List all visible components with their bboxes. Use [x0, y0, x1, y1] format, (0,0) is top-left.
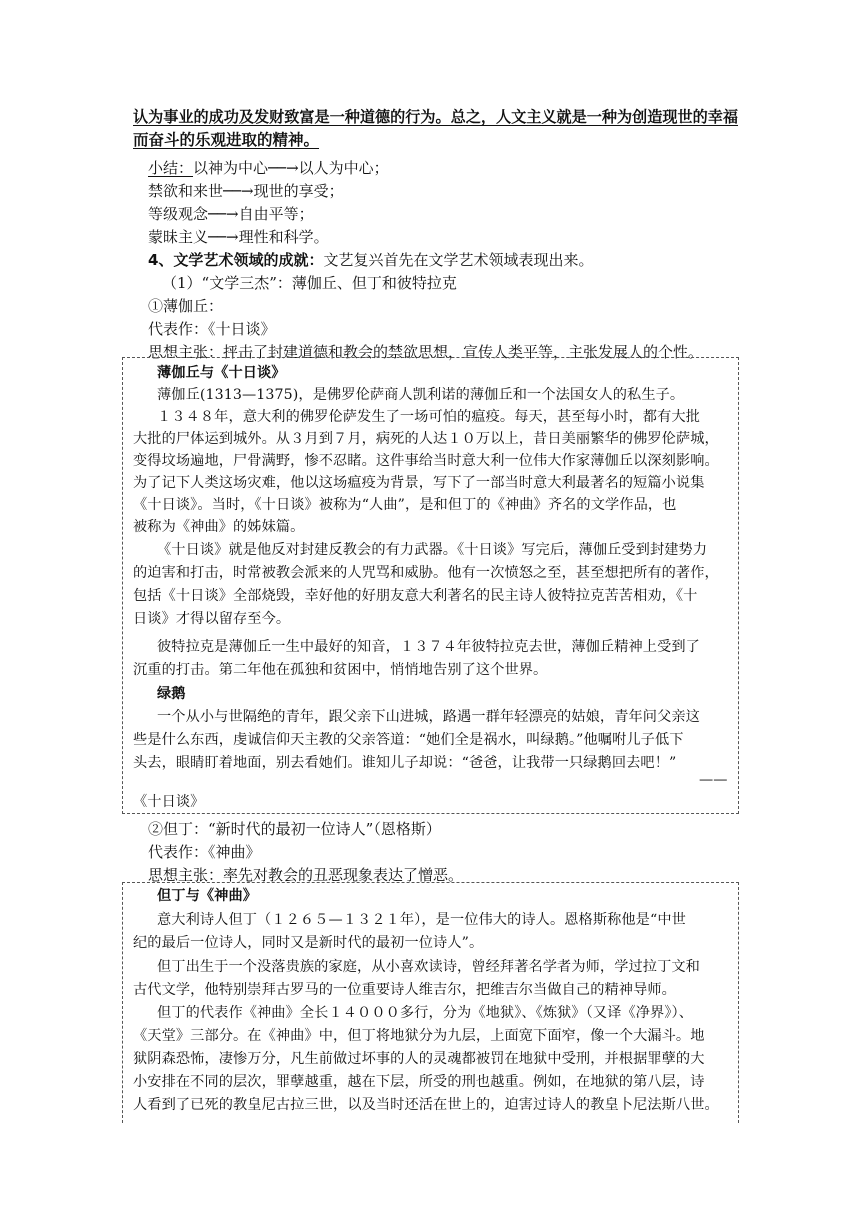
dante-idea: 思想主张：率先对教会的丑恶现象表达了憎恶。	[148, 866, 464, 884]
box1-line-5: 《十日谈》。当时，《十日谈》被称为“人曲”，是和但丁的《神曲》齐名的文学作品，也	[133, 497, 677, 513]
boccaccio-work: 代表作：《十日谈》	[148, 320, 276, 338]
box1-line-10: 日谈》才得以留存至今。	[133, 611, 291, 627]
section4-sub1: （1）“文学三杰”：薄伽丘、但丁和彼特拉克	[162, 274, 457, 292]
section4-heading-rest: 文艺复兴首先在文学艺术领域表现出来。	[323, 251, 594, 269]
box1-dash: ——	[699, 772, 728, 788]
dante-name: ②但丁：“新时代的最初一位诗人”（恩格斯）	[148, 820, 441, 838]
box2-line-7: 小安排在不同的层次，罪孽越重，越在下层，所受的刑也越重。例如，在地狱的第八层，诗	[133, 1074, 705, 1090]
box1-story-line-0: 一个从小与世隔绝的青年，跟父亲下山进城，路遇一群年轻漂亮的姑娘，青年问父亲这	[157, 709, 700, 725]
box1-line-11: 彼特拉克是薄伽丘一生中最好的知音，１３７４年彼特拉克去世，薄伽丘精神上受到了	[157, 639, 700, 655]
box2-line-8: 人看到了已死的教皇尼古拉三世，以及当时还活在世上的，迫害过诗人的教皇卜尼法斯八世。	[133, 1097, 719, 1113]
section4-heading: 4、文学艺术领域的成就：	[148, 251, 324, 269]
box1-story-line-2: 头去，眼睛盯着地面，别去看她们。谁知儿子却说：“爸爸，让我带一只绿鹅回去吧！”	[133, 755, 677, 771]
box1-line-1: １３４８年，意大利的佛罗伦萨发生了一场可怕的瘟疫。每天，甚至每小时，都有大批	[157, 409, 700, 425]
summary-item-3: 等级观念──→自由平等；	[148, 205, 314, 223]
box2-line-4: 但丁的代表作《神曲》全长１４０００多行，分为《地狱》、《炼狱》（又译《净界》）、	[157, 1005, 694, 1021]
box1-story-title: 绿鹅	[157, 686, 186, 702]
box1-line-9: 包括《十日谈》全部烧毁，幸好他的好朋友意大利著名的民主诗人彼特拉克苦苦相劝，《十	[133, 588, 698, 604]
box1-line-6: 被称为《神曲》的姊妹篇。	[133, 519, 305, 535]
box1-title: 薄伽丘与《十日谈》	[157, 365, 286, 381]
boccaccio-name: ①薄伽丘：	[148, 297, 224, 315]
summary-line-1	[148, 158, 389, 178]
box1-line-8: 的迫害和打击，时常被教会派来的人咒骂和威胁。他有一次愤怒之至，甚至想把所有的著作，	[133, 565, 719, 581]
summary-item-2: 禁欲和来世──→现世的享受；	[148, 182, 344, 200]
box1-line-12: 沉重的打击。第二年他在孤独和贫困中，悄悄地告别了这个世界。	[133, 662, 548, 678]
box2-title: 但丁与《神曲》	[157, 888, 258, 904]
intro-line-2: 而奋斗的乐观进取的精神。	[133, 131, 320, 149]
box1-story-line-1: 些是什么东西，虔诚信仰天主教的父亲答道：“她们全是祸水，叫绿鹅。”他嘱咐儿子低下	[133, 732, 684, 748]
summary-item-4: 蒙昧主义──→理性和科学。	[148, 228, 329, 246]
summary-item-1: 以神为中心──→以人为中心；	[193, 159, 389, 177]
box2-line-2: 但丁出生于一个没落贵族的家庭，从小喜欢读诗，曾经拜著名学者为师，学过拉丁文和	[157, 959, 700, 975]
box2-line-5: 《天堂》三部分。在《神曲》中，但丁将地狱分为九层，上面宽下面窄，像一个大漏斗。地	[133, 1028, 705, 1044]
box1-line-3: 变得坟场遍地，尸骨满野，惨不忍睹。这件事给当时意大利一位伟大作家薄伽丘以深刻影响。	[133, 453, 719, 469]
boccaccio-idea: 思想主张：抨击了封建道德和教会的禁欲思想，宣传人类平等，主张发展人的个性。	[148, 343, 704, 361]
box2-line-6: 狱阴森恐怖，凄惨万分，凡生前做过坏事的人的灵魂都被罚在地狱中受刑，并根据罪孽的大	[133, 1051, 705, 1067]
box1-line-2: 大批的尸体运到城外。从３月到７月，病死的人达１０万以上，昔日美丽繁华的佛罗伦萨城，	[133, 431, 719, 447]
box1-line-0: 薄伽丘(1313—1375)，是佛罗伦萨商人凯利诺的薄伽丘和一个法国女人的私生子。	[157, 387, 685, 403]
box2-line-0: 意大利诗人但丁（１２６５—１３２１年），是一位伟大的诗人。恩格斯称他是“中世	[157, 912, 686, 928]
intro-line-1: 认为事业的成功及发财致富是一种道德的行为。总之，人文主义就是一种为创造现世的幸福	[133, 108, 739, 126]
box1-source: 《十日谈》	[133, 794, 205, 810]
section4-heading-line	[148, 250, 593, 270]
box2-line-1: 纪的最后一位诗人，同时又是新时代的最初一位诗人”。	[133, 935, 484, 951]
box1-line-4: 为了记下人类这场灾难，他以这场瘟疫为背景，写下了一部当时意大利最著名的短篇小说集	[133, 475, 705, 491]
summary-label: 小结：	[148, 159, 194, 177]
box1-line-7: 《十日谈》就是他反对封建反教会的有力武器。《十日谈》写完后，薄伽丘受到封建势力	[157, 542, 708, 558]
dante-work: 代表作：《神曲》	[148, 843, 261, 861]
box2-line-3: 古代文学，他特别崇拜古罗马的一位重要诗人维吉尔，把维吉尔当做自己的精神导师。	[133, 982, 676, 998]
